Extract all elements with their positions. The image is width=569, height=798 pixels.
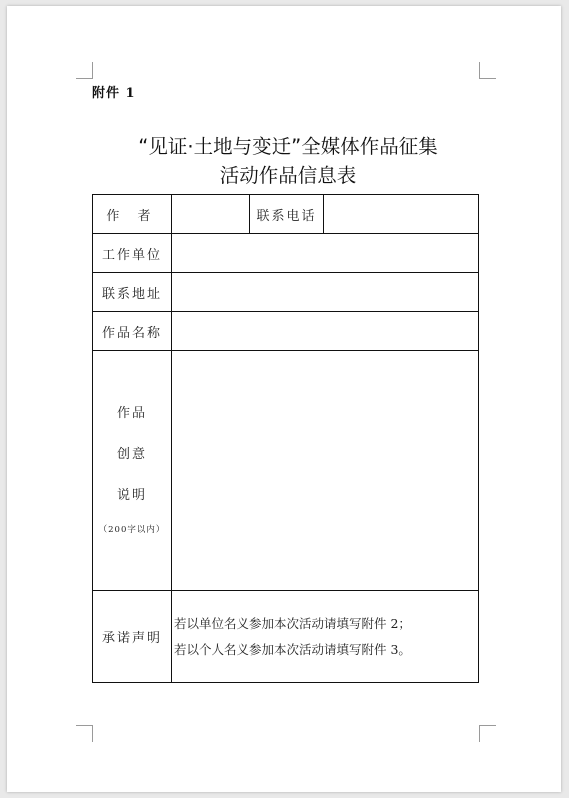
crop-mark-bottom-left (76, 725, 93, 742)
crop-mark-top-right (479, 62, 496, 79)
document-page (7, 6, 561, 792)
promise-line-1: 若以单位名义参加本次活动请填写附件 2； (174, 615, 411, 631)
row-employer (93, 234, 479, 273)
crop-mark-top-left (76, 62, 93, 79)
author-field[interactable] (172, 195, 250, 234)
promise-line-2: 若以个人名义参加本次活动请填写附件 3。 (174, 641, 411, 657)
promise-label: 承诺声明 (93, 591, 172, 683)
phone-field[interactable] (324, 195, 479, 234)
row-promise (93, 591, 479, 683)
creative-label-line-2: 创意 (116, 446, 147, 462)
creative-label-line-1: 作品 (116, 405, 147, 421)
employer-field[interactable] (172, 234, 479, 273)
creative-field[interactable] (172, 351, 479, 591)
address-label: 联系地址 (93, 273, 172, 312)
page-title (92, 132, 484, 190)
row-creative (93, 351, 479, 591)
promise-cell (172, 591, 479, 683)
work-name-label: 作品名称 (93, 312, 172, 351)
title-line-2: 活动作品信息表 (219, 164, 357, 187)
row-author (93, 195, 479, 234)
attachment-label: 附件 1 (92, 86, 136, 101)
author-label: 作 者 (93, 195, 172, 234)
creative-label-cell (93, 351, 172, 591)
address-field[interactable] (172, 273, 479, 312)
row-address (93, 273, 479, 312)
row-work-name (93, 312, 479, 351)
title-line-1: “见证·土地与变迁”全媒体作品征集 (138, 135, 438, 158)
creative-label-line-3: 说明 (116, 487, 147, 503)
phone-label: 联系电话 (250, 195, 324, 234)
info-form-table (92, 194, 479, 683)
creative-note: （200字以内） (98, 524, 166, 535)
employer-label: 工作单位 (93, 234, 172, 273)
crop-mark-bottom-right (479, 725, 496, 742)
work-name-field[interactable] (172, 312, 479, 351)
